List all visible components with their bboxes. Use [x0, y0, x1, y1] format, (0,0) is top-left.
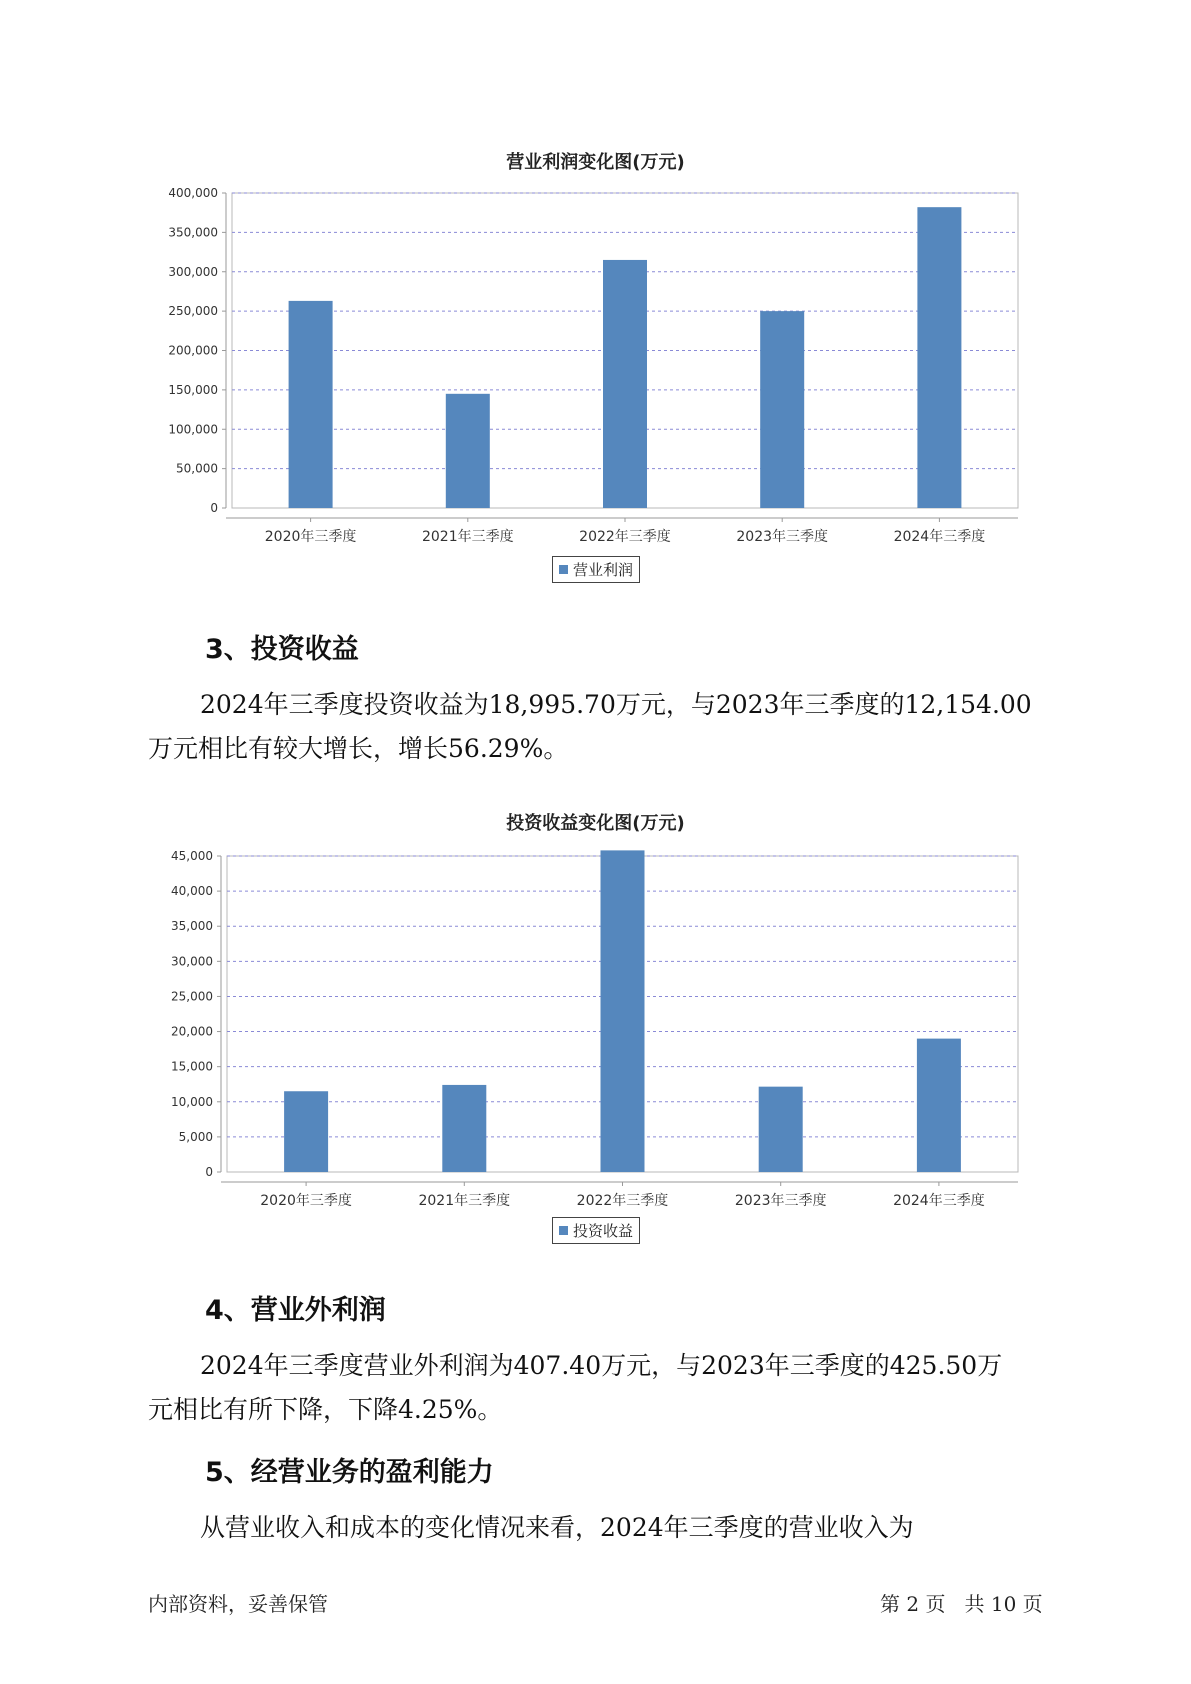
section3-line1: 2024年三季度投资收益为18,995.70万元，与2023年三季度的12,154.00 — [200, 690, 1032, 719]
y-tick-label: 35,000 — [171, 919, 213, 934]
x-tick-label: 2020年三季度 — [260, 1193, 352, 1209]
y-tick-label: 40,000 — [171, 884, 213, 899]
chart1-legend-label: 营业利润 — [573, 561, 634, 579]
bar — [442, 1085, 486, 1172]
section3-heading: 3、投资收益 — [205, 634, 359, 665]
y-tick-label: 250,000 — [168, 304, 218, 319]
section4-line1: 2024年三季度营业外利润为407.40万元，与2023年三季度的425.50万 — [200, 1351, 1003, 1380]
legend-swatch-icon — [559, 1226, 568, 1235]
y-tick-label: 10,000 — [171, 1094, 213, 1109]
x-tick-label: 2023年三季度 — [736, 529, 829, 545]
section4-heading: 4、营业外利润 — [205, 1295, 386, 1326]
footer-page-number: 第 2 页 共 10 页 — [880, 1592, 1043, 1616]
x-tick-label: 2023年三季度 — [734, 1193, 827, 1209]
chart2-title: 投资收益变化图(万元) — [506, 813, 685, 834]
x-tick-label: 2024年三季度 — [893, 529, 986, 545]
y-tick-label: 300,000 — [168, 264, 218, 279]
y-tick-label: 50,000 — [176, 461, 218, 476]
y-tick-label: 5,000 — [178, 1129, 213, 1144]
y-tick-label: 400,000 — [168, 186, 218, 200]
x-tick-label: 2024年三季度 — [893, 1193, 985, 1209]
bar — [284, 1091, 328, 1172]
y-tick-label: 30,000 — [171, 954, 213, 969]
y-tick-label: 0 — [205, 1165, 213, 1179]
section4-paragraph — [148, 1344, 1078, 1432]
section4-line2: 元相比有所下降，下降4.25%。 — [148, 1395, 503, 1424]
x-tick-label: 2021年三季度 — [421, 529, 514, 545]
x-tick-label: 2020年三季度 — [264, 529, 357, 545]
bar — [601, 850, 645, 1172]
y-tick-label: 15,000 — [171, 1059, 213, 1074]
bar — [917, 1039, 961, 1172]
y-tick-label: 350,000 — [168, 225, 218, 240]
y-tick-label: 100,000 — [168, 422, 218, 437]
y-tick-label: 25,000 — [171, 989, 213, 1004]
footer-left: 内部资料，妥善保管 — [148, 1592, 328, 1616]
section3-line2: 万元相比有较大增长，增长56.29%。 — [148, 734, 569, 763]
chart2-legend-label: 投资收益 — [573, 1222, 634, 1240]
x-tick-label: 2022年三季度 — [579, 529, 671, 545]
chart2-legend — [552, 1217, 640, 1244]
x-tick-label: 2021年三季度 — [418, 1193, 511, 1209]
y-tick-label: 45,000 — [171, 849, 213, 863]
section5-paragraph — [148, 1506, 1078, 1550]
y-tick-label: 0 — [210, 501, 218, 515]
y-tick-label: 150,000 — [168, 382, 218, 397]
section5-heading: 5、经营业务的盈利能力 — [205, 1457, 494, 1488]
section5-line1: 从营业收入和成本的变化情况来看，2024年三季度的营业收入为 — [200, 1513, 914, 1542]
y-tick-label: 200,000 — [168, 343, 218, 358]
bar — [759, 1087, 803, 1172]
y-tick-label: 20,000 — [171, 1024, 213, 1039]
chart1-title: 营业利润变化图(万元) — [506, 152, 685, 173]
x-tick-label: 2022年三季度 — [576, 1193, 669, 1209]
